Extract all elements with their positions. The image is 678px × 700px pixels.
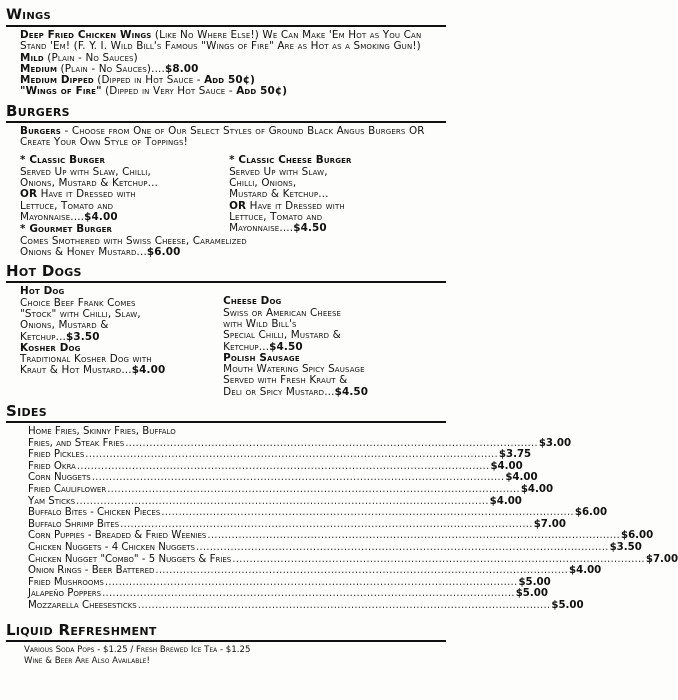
side-item-name: Jalapeño Poppers <box>28 588 102 600</box>
item-desc-line: Choice Beef Frank Comes <box>20 296 136 309</box>
side-item-price: $4.00 <box>489 495 522 507</box>
item-desc-text: Mayonnaise.... <box>20 210 85 223</box>
side-item-name: Fries, and Steak Fries <box>28 437 125 449</box>
item-desc-line: "Stock" with Chilli, Slaw, <box>20 307 141 320</box>
dot-leader: ........................................................................................................................ <box>104 576 518 588</box>
side-item-price: $3.75 <box>498 449 532 461</box>
item-desc-line: Lettuce, Tomato and <box>20 199 114 212</box>
side-item-price: $5.00 <box>515 588 548 600</box>
side-item-name: Onion Rings - Beer Battered <box>28 565 155 577</box>
item-price: $4.50 <box>293 222 327 235</box>
wings-intro-name: Deep Fried Chicken Wings <box>20 29 152 41</box>
sides-section <box>6 402 678 612</box>
item-price: $3.50 <box>66 330 100 343</box>
item-desc-line <box>223 387 446 398</box>
side-item-row <box>6 541 642 554</box>
side-item-row <box>6 495 522 508</box>
side-item-row <box>6 599 584 612</box>
section-divider <box>6 25 446 27</box>
side-item-row <box>6 588 548 600</box>
section-title-hot-dogs: Hot Dogs <box>6 262 82 281</box>
side-item-price: $5.00 <box>551 599 584 611</box>
item-price: $8.00 <box>164 62 199 75</box>
item-name: Kosher Dog <box>20 341 81 354</box>
side-item-price: $3.00 <box>538 437 572 449</box>
dot-leader: ........................................................................................................................ <box>120 518 533 530</box>
item-desc: (Plain - No Sauces).... <box>57 62 165 75</box>
side-item-name: Mozzarella Cheesesticks <box>28 599 137 611</box>
item-desc: (Dipped in Hot Sauce - <box>93 74 205 87</box>
item-desc-line: Mouth Watering Spicy Sausage <box>223 363 365 376</box>
hotdogs-section <box>6 262 446 398</box>
item-desc-line: Onions, Mustard & Ketchup... <box>20 176 158 189</box>
side-item-row <box>6 518 566 531</box>
dot-leader: ........................................................................................................................ <box>195 541 609 553</box>
menu-item-kosher-dog <box>20 343 223 377</box>
hotdog-columns <box>6 286 446 398</box>
section-divider <box>6 421 446 423</box>
burgers-intro <box>6 126 446 149</box>
item-price: $4.50 <box>334 385 369 398</box>
side-item-price: $7.00 <box>533 518 566 530</box>
side-item-row <box>6 437 572 450</box>
dot-leader: ........................................................................................................................ <box>107 483 520 495</box>
side-item-name: Corn Puppies - Breaded & Fried Weenies <box>28 530 207 542</box>
side-item-name: Buffalo Bites - Chicken Pieces <box>28 507 161 519</box>
item-desc-text: Ketchup... <box>223 340 270 353</box>
side-item-row <box>6 565 602 577</box>
sides-list <box>6 437 678 612</box>
item-desc: (Plain - No Sauces) <box>43 51 138 64</box>
item-name: * Classic Burger <box>20 154 105 167</box>
side-item-name: Buffalo Shrimp Bites <box>28 518 120 530</box>
item-desc-text: Mayonnaise.... <box>229 222 294 235</box>
menu-item-hot-dog <box>20 286 223 342</box>
item-name: Mild <box>20 51 44 64</box>
item-desc-line: Comes Smothered with Swiss Cheese, Caramelized <box>20 234 247 247</box>
burgers-intro-text: - Choose from One of Our Select Styles of Ground Black Angus Burgers OR Create Your Own Style of Toppings! <box>20 124 425 149</box>
wings-intro <box>6 30 446 53</box>
item-desc-line: Mustard & Ketchup... <box>229 188 329 201</box>
side-item-name: Chicken Nugget "Combo" - 5 Nuggets & Fries <box>28 553 232 565</box>
item-desc-line: Chilli, Onions, <box>229 176 297 189</box>
item-desc-line: Served Up with Slaw, Chilli, <box>20 165 151 178</box>
section-divider <box>6 640 446 642</box>
item-desc: (Dipped in Very Hot Sauce - <box>101 85 237 98</box>
item-desc-text: Kraut & Hot Mustard... <box>20 364 132 377</box>
section-title-burgers: Burgers <box>6 101 70 120</box>
item-price: $6.00 <box>146 246 181 259</box>
or-label: OR <box>229 199 247 212</box>
burgers-intro-name: Burgers <box>20 124 62 137</box>
side-item-row <box>6 576 551 589</box>
item-desc-line: Traditional Kosher Dog with <box>20 353 152 366</box>
item-price: Add 50¢) <box>204 74 256 87</box>
section-title-sides: Sides <box>6 402 47 421</box>
drinks-line: Various Soda Pops - $1.25 / Fresh Brewed Ice Tea - $1.25 <box>24 644 251 655</box>
item-desc-line: Special Chilli, Mustard & <box>223 329 341 342</box>
dot-leader: ........................................................................................................................ <box>137 599 551 611</box>
side-item-row <box>6 472 538 484</box>
item-name: Hot Dog <box>20 285 65 298</box>
item-desc-text: Have it Dressed with <box>37 188 136 201</box>
side-item-row <box>6 507 608 519</box>
side-item-price: $7.00 <box>645 553 678 565</box>
side-item-price: $4.00 <box>505 472 538 484</box>
section-divider <box>6 281 446 283</box>
item-desc-line: Lettuce, Tomato and <box>229 210 323 223</box>
hotdog-left-column <box>20 286 223 398</box>
side-item-name: Fried Okra <box>28 460 76 472</box>
liquid-section <box>6 621 446 667</box>
side-item-price: $3.50 <box>609 541 642 553</box>
side-item-price: $5.00 <box>518 576 551 588</box>
item-desc-text: Deli or Spicy Mustard... <box>223 385 335 398</box>
side-item-name: Chicken Nuggets - 4 Chicken Nuggets <box>28 541 195 553</box>
item-desc-line <box>229 223 446 234</box>
item-name: Medium Dipped <box>20 74 94 87</box>
item-desc-line <box>20 189 229 200</box>
side-item-price: $6.00 <box>620 530 654 542</box>
item-desc-line: Served Up with Slaw, <box>229 165 328 178</box>
dot-leader: ........................................................................................................................ <box>76 460 490 472</box>
menu-item-cheese-dog <box>223 296 446 352</box>
item-desc-line <box>20 212 229 223</box>
item-desc-text: Have it Dressed with <box>246 199 345 212</box>
side-item-name: Fried Mushrooms <box>28 576 104 588</box>
section-title-wings: Wings <box>6 7 51 23</box>
side-item-row <box>6 530 654 542</box>
wings-item <box>20 86 446 97</box>
item-price: $4.00 <box>131 364 166 377</box>
wings-section <box>6 6 446 98</box>
side-item-row <box>6 483 554 496</box>
menu-item-classic-cheese-burger <box>229 155 446 234</box>
item-name: "Wings of Fire" <box>20 85 102 98</box>
item-desc-line <box>20 247 446 258</box>
dot-leader: ........................................................................................................................ <box>85 449 498 461</box>
dot-leader: ........................................................................................................................ <box>76 495 489 507</box>
side-item-price: $4.00 <box>520 483 554 495</box>
item-price: $4.00 <box>84 210 118 223</box>
wings-item-list <box>6 53 446 98</box>
burgers-section <box>6 102 446 259</box>
side-item-row <box>6 553 678 566</box>
item-price: Add 50¢) <box>236 85 288 98</box>
item-desc-text: Onions & Honey Mustard... <box>20 246 147 259</box>
wings-intro-text: (Like No Where Else!) We Can Make 'Em Hot as You Can Stand 'Em! (F. Y. I. Wild Bill's Famous "Wings of Fire" Are as Hot as a Smoking Gun!) <box>20 29 422 53</box>
side-item-name: Fried Cauliflower <box>28 483 107 495</box>
dot-leader: ........................................................................................................................ <box>155 565 569 577</box>
drinks-note: Wine & Beer Are Also Available! <box>24 655 150 666</box>
item-name: * Classic Cheese Burger <box>229 154 352 167</box>
dot-leader: ........................................................................................................................ <box>207 530 620 542</box>
or-label: OR <box>20 188 38 201</box>
side-item-row <box>6 449 532 461</box>
side-item-price: $6.00 <box>574 507 608 519</box>
item-desc-line: with Wild Bill's <box>223 317 297 330</box>
side-item-price: $4.00 <box>569 565 602 577</box>
menu-item-polish-sausage <box>223 353 446 398</box>
item-desc-line: Onions, Mustard & <box>20 319 109 332</box>
sides-first-line: Home Fries, Skinny Fries, Buffalo <box>28 426 176 438</box>
item-name: Cheese Dog <box>223 295 282 308</box>
item-name: * Gourmet Burger <box>20 223 113 236</box>
dot-leader: ........................................................................................................................ <box>125 437 538 449</box>
dot-leader: ........................................................................................................................ <box>232 553 645 565</box>
item-desc-text: Ketchup... <box>20 330 67 343</box>
section-title-liquid-refreshment: Liquid Refreshment <box>6 620 157 639</box>
side-item-name: Fried Pickles <box>28 449 85 461</box>
item-desc-line: Swiss or American Cheese <box>223 306 342 319</box>
hotdog-right-column <box>223 286 446 398</box>
side-item-name: Yam Sticks <box>28 495 76 507</box>
dot-leader: ........................................................................................................................ <box>102 588 515 600</box>
item-desc-line: Served with Fresh Kraut & <box>223 374 348 387</box>
dot-leader: ........................................................................................................................ <box>91 472 505 484</box>
section-divider <box>6 121 446 123</box>
item-price: $4.50 <box>269 340 303 353</box>
item-name: Medium <box>20 62 58 75</box>
item-name: Polish Sausage <box>223 351 300 364</box>
dot-leader: ........................................................................................................................ <box>161 507 574 519</box>
side-item-row <box>6 460 523 473</box>
side-item-price: $4.00 <box>490 460 523 472</box>
item-desc-line <box>20 365 223 376</box>
side-item-name: Corn Nuggets <box>28 472 91 484</box>
